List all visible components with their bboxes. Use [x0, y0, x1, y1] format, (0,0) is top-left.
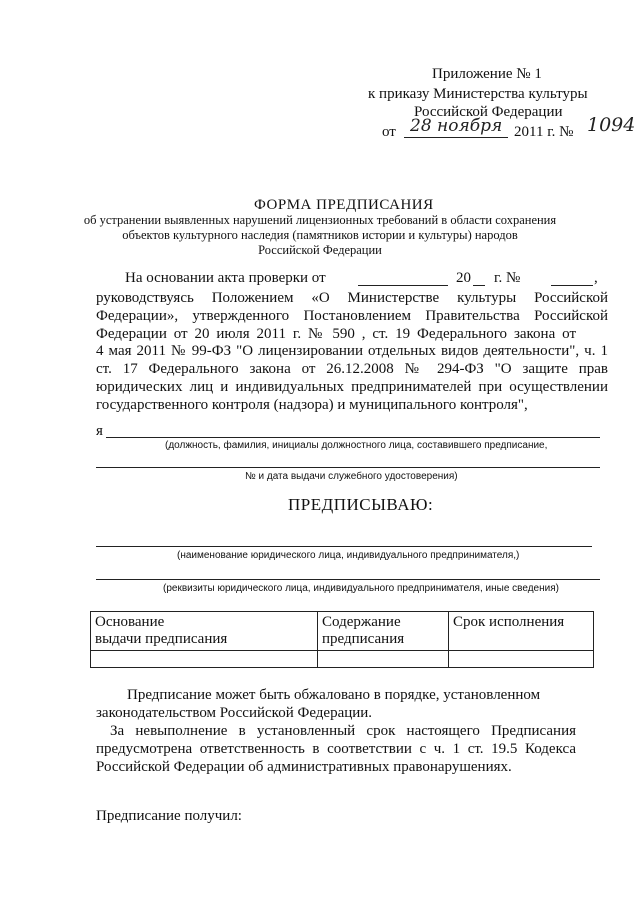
year-blank [473, 285, 485, 286]
liability-line-3: Российской Федерации об административных правонарушениях. [96, 759, 512, 775]
header-basis-line-1: Основание [95, 614, 165, 630]
para1-line-6: ст. 17 Федерального закона от 26.12.2008 № 294-ФЗ "О защите прав [96, 361, 608, 377]
basis-text: На основании акта проверки от [125, 270, 326, 286]
appeal-line-1: Предписание может быть обжаловано в порядке, установленном [127, 687, 541, 703]
comma: , [594, 270, 598, 286]
para1-line-8: государственного контроля (надзора) и муниципального контроля", [96, 397, 528, 413]
official-caption-1: (должность, фамилия, инициалы должностного лица, составившего предписание, [165, 440, 548, 451]
official-line-1 [106, 437, 600, 438]
ya-label: я [96, 423, 103, 439]
act-number-label: г. № [494, 270, 521, 286]
subtitle-line-3: Российской Федерации [258, 243, 382, 257]
table-header-row [91, 612, 594, 651]
table-cell-deadline [449, 651, 594, 668]
table-cell-content [318, 651, 449, 668]
official-caption-2: № и дата выдачи служебного удостоверения) [245, 471, 458, 482]
details-line [96, 579, 600, 580]
subtitle-line-2: объектов культурного наследия (памятников истории и культуры) народов [122, 228, 518, 242]
order-year: 2011 г. № [514, 124, 574, 140]
act-date-blank [358, 285, 448, 286]
act-number-blank [551, 285, 593, 286]
order-date-prefix: от [382, 124, 396, 140]
header-content-line-2: предписания [322, 631, 405, 647]
para1-line-3: Федерации», утвержденного Постановлением Правительства Российской [96, 308, 608, 324]
header-content [318, 612, 449, 651]
handwritten-date: 28 ноября [410, 116, 503, 136]
subtitle-line-1: об устранении выявленных нарушений лицензионных требований в области сохранения [83, 213, 557, 227]
header-deadline-text: Срок исполнения [453, 614, 565, 630]
liability-line-1: За невыполнение в установленный срок настоящего Предписания [110, 723, 576, 739]
form-title: ФОРМА ПРЕДПИСАНИЯ [254, 197, 434, 213]
liability-line-2: предусмотрена ответственность в соответствии с ч. 1 ст. 19.5 Кодекса [96, 741, 576, 757]
header-basis-line-2: выдачи предписания [95, 631, 228, 647]
federation-line: Российской Федерации [414, 104, 563, 120]
para1-line-5: 4 мая 2011 № 99-ФЗ "О лицензировании отдельных видов деятельности", ч. 1 [96, 343, 608, 359]
entity-caption: (наименование юридического лица, индивидуального предпринимателя,) [177, 550, 520, 561]
appeal-line-2: законодательством Российской Федерации. [96, 705, 373, 721]
received-label: Предписание получил: [96, 808, 242, 824]
para1-line-7: юридических лиц и индивидуальных предпринимателей при осуществлении [96, 379, 608, 395]
prescription-table [90, 611, 594, 668]
para1-line-4: Федерации от 20 июля 2011 г. № 590 , ст. 19 Федерального закона от [96, 326, 576, 342]
details-caption: (реквизиты юридического лица, индивидуального предпринимателя, иные сведения) [163, 583, 559, 594]
header-basis [91, 612, 318, 651]
para1-line-2: руководствуясь Положением «О Министерстве культуры Российской [96, 290, 608, 306]
header-content-line-1: Содержание [322, 614, 401, 630]
official-line-2 [96, 467, 600, 468]
appendix-number: Приложение № 1 [432, 66, 542, 82]
table-row [91, 651, 594, 668]
year-20: 20 [456, 270, 471, 286]
entity-line [96, 546, 592, 547]
date-underline [404, 137, 508, 138]
order-reference: к приказу Министерства культуры [368, 86, 588, 102]
prescribe-heading: ПРЕДПИСЫВАЮ: [288, 495, 434, 514]
table-cell-basis [91, 651, 318, 668]
header-deadline [449, 612, 594, 651]
handwritten-number: 1094 [587, 114, 636, 136]
